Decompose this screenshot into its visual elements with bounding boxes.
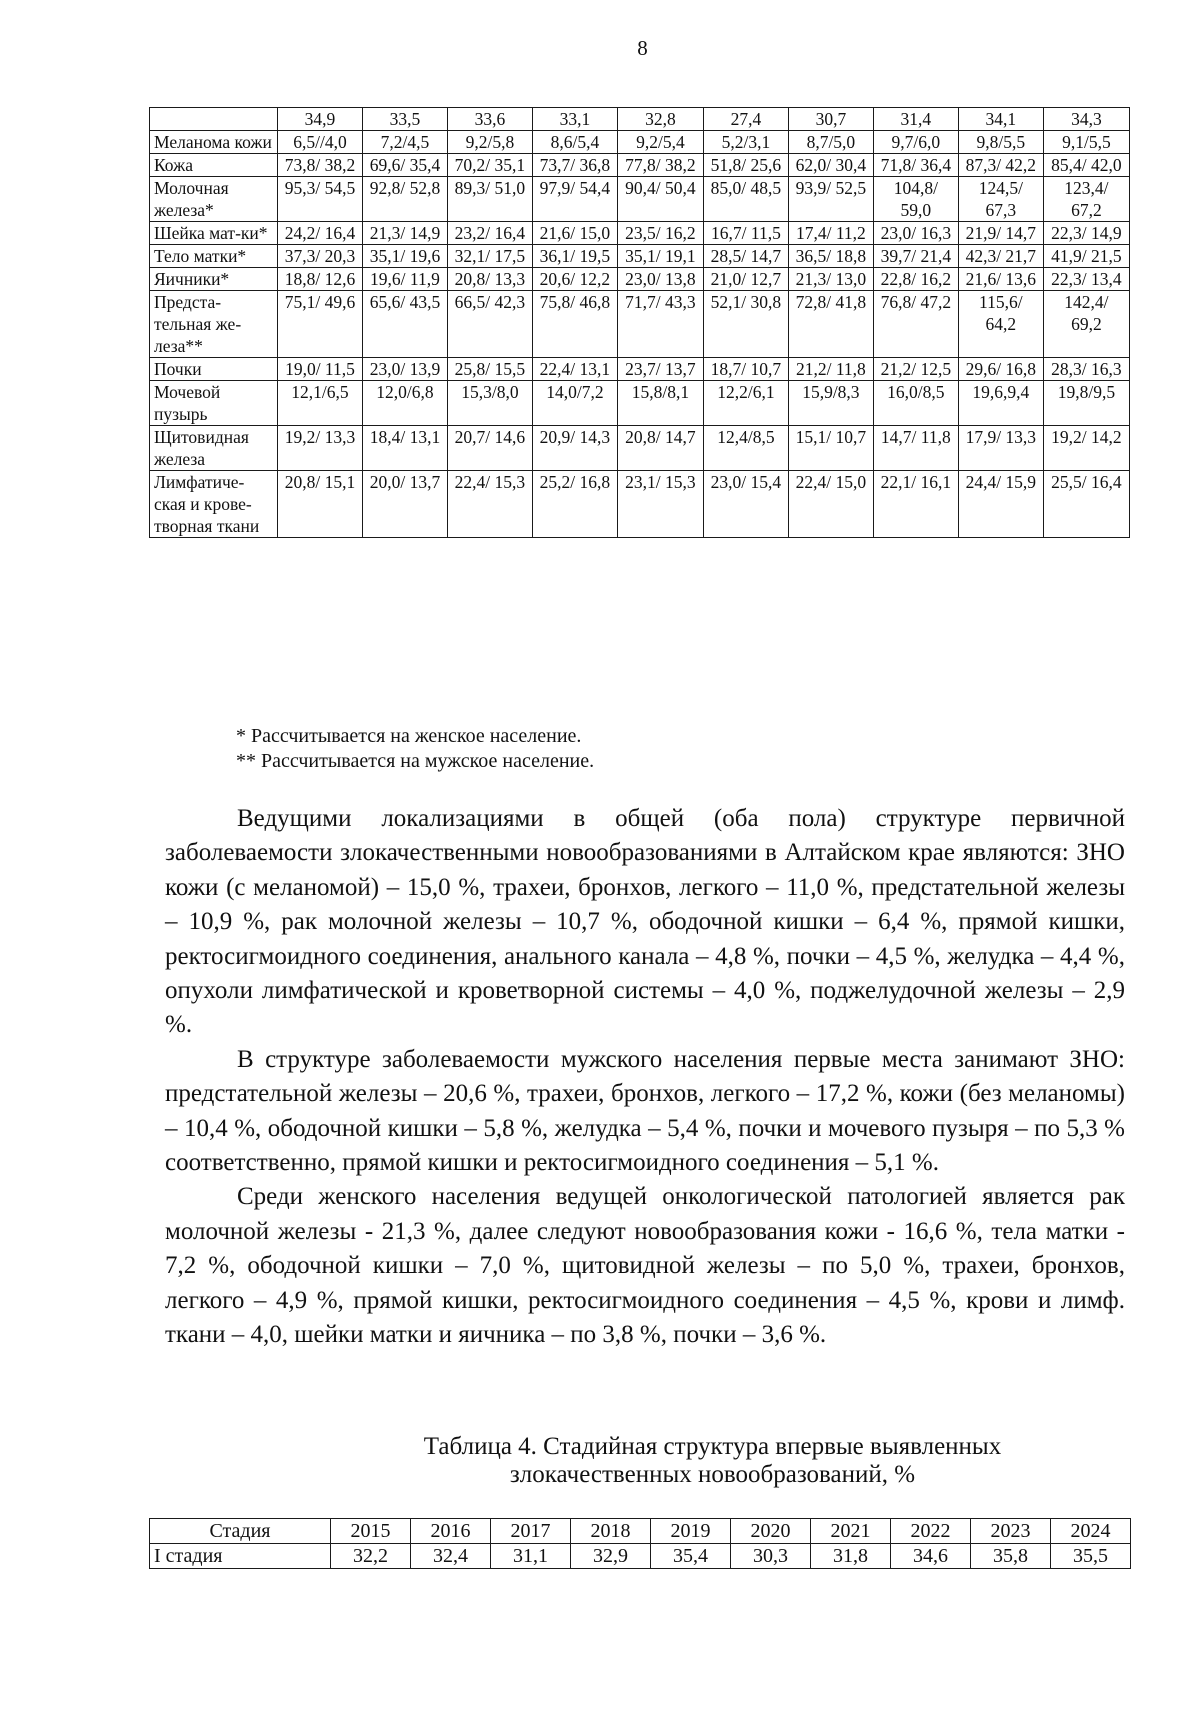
header-label: Стадия <box>150 1519 331 1544</box>
table-cell: 31,4 <box>873 108 958 131</box>
table-cell: 71,8/ 36,4 <box>873 154 958 177</box>
table-cell: 12,0/6,8 <box>362 381 447 426</box>
table-cell: 31,1 <box>491 1544 571 1569</box>
table-cell: 9,7/6,0 <box>873 131 958 154</box>
table-cell: 62,0/ 30,4 <box>788 154 873 177</box>
header-year: 2023 <box>971 1519 1051 1544</box>
table-cell: 85,4/ 42,0 <box>1043 154 1129 177</box>
paragraph-overall: Ведущими локализациями в общей (оба пола) структуре первичной заболеваемости злокачественными новообразованиями в Алтайском крае являются: ЗНО кожи (с меланомой) – 15,0 %, трахеи, бронхов, легкого – 11,0 %, предстательной железы – 10,9 %, рак молочной железы – 10,7 %, ободочной кишки – 6,4 %, прямой кишки, ректосигмоидного соединения, анального канала – 4,8 %, почки – 4,5 %, желудка – 4,4 %, опухоли лимфатической и кроветворной системы – 4,0 %, поджелудочной железы – 2,9 %. <box>165 805 1125 1039</box>
row-label: Тело матки* <box>150 245 278 268</box>
table-cell: 31,8 <box>811 1544 891 1569</box>
table-row <box>150 358 1130 381</box>
table-cell: 22,3/ 13,4 <box>1043 268 1129 291</box>
table-row <box>150 131 1130 154</box>
table4-caption-line2: злокачественных новообразований, % <box>509 1461 916 1488</box>
table-cell: 72,8/ 41,8 <box>788 291 873 358</box>
table-row <box>150 154 1130 177</box>
stage-table <box>149 1518 1131 1569</box>
table-cell: 12,1/6,5 <box>278 381 363 426</box>
table-cell: 28,5/ 14,7 <box>703 245 788 268</box>
table-cell: 21,9/ 14,7 <box>958 222 1043 245</box>
table-cell: 22,1/ 16,1 <box>873 471 958 538</box>
row-label: Мочевой пузырь <box>150 381 278 426</box>
table-cell: 36,1/ 19,5 <box>532 245 617 268</box>
row-label: Лимфатиче-ская и крове-творная ткани <box>150 471 278 538</box>
footnotes <box>236 724 594 774</box>
table-cell: 8,7/5,0 <box>788 131 873 154</box>
table-cell: 23,0/ 16,3 <box>873 222 958 245</box>
table-cell: 23,0/ 15,4 <box>703 471 788 538</box>
table-cell: 23,7/ 13,7 <box>617 358 703 381</box>
header-year: 2019 <box>651 1519 731 1544</box>
table-cell: 52,1/ 30,8 <box>703 291 788 358</box>
table-cell: 104,8/ 59,0 <box>873 177 958 222</box>
table-cell: 19,6/ 11,9 <box>362 268 447 291</box>
table-cell: 95,3/ 54,5 <box>278 177 363 222</box>
table-cell: 20,0/ 13,7 <box>362 471 447 538</box>
table-cell: 41,9/ 21,5 <box>1043 245 1129 268</box>
footnote-male: ** Рассчитывается на мужское население. <box>236 750 595 772</box>
table-cell: 19,8/9,5 <box>1043 381 1129 426</box>
table-cell: 51,8/ 25,6 <box>703 154 788 177</box>
table-cell: 32,1/ 17,5 <box>447 245 532 268</box>
table-cell: 22,4/ 15,3 <box>447 471 532 538</box>
header-year: 2021 <box>811 1519 891 1544</box>
row-label: Почки <box>150 358 278 381</box>
table-cell: 123,4/ 67,2 <box>1043 177 1129 222</box>
table-cell: 15,8/8,1 <box>617 381 703 426</box>
table-cell: 21,3/ 13,0 <box>788 268 873 291</box>
table-cell: 35,8 <box>971 1544 1051 1569</box>
table4-caption-line1: Таблица 4. Стадийная структура впервые выявленных <box>423 1433 1002 1460</box>
table-cell: 19,2/ 13,3 <box>278 426 363 471</box>
table-cell: 17,9/ 13,3 <box>958 426 1043 471</box>
table-cell: 20,7/ 14,6 <box>447 426 532 471</box>
table-cell: 93,9/ 52,5 <box>788 177 873 222</box>
table-cell: 20,8/ 15,1 <box>278 471 363 538</box>
table-cell: 23,2/ 16,4 <box>447 222 532 245</box>
table-cell: 75,8/ 46,8 <box>532 291 617 358</box>
table-cell: 34,6 <box>891 1544 971 1569</box>
table-cell: 89,3/ 51,0 <box>447 177 532 222</box>
table-cell: 12,4/8,5 <box>703 426 788 471</box>
table-cell: 21,6/ 13,6 <box>958 268 1043 291</box>
table-cell: 12,2/6,1 <box>703 381 788 426</box>
table-cell: 14,0/7,2 <box>532 381 617 426</box>
table-cell: 36,5/ 18,8 <box>788 245 873 268</box>
table-cell: 66,5/ 42,3 <box>447 291 532 358</box>
incidence-table <box>149 107 1130 538</box>
table-cell: 34,1 <box>958 108 1043 131</box>
table-row <box>150 222 1130 245</box>
table-cell: 71,7/ 43,3 <box>617 291 703 358</box>
header-year: 2024 <box>1051 1519 1131 1544</box>
table-cell: 20,8/ 13,3 <box>447 268 532 291</box>
table-cell: 7,2/4,5 <box>362 131 447 154</box>
table-cell: 8,6/5,4 <box>532 131 617 154</box>
table-cell: 32,2 <box>331 1544 411 1569</box>
table-cell: 22,4/ 13,1 <box>532 358 617 381</box>
table-cell: 19,0/ 11,5 <box>278 358 363 381</box>
table-cell: 27,4 <box>703 108 788 131</box>
table-cell: 6,5//4,0 <box>278 131 363 154</box>
header-year: 2015 <box>331 1519 411 1544</box>
table-cell: 33,6 <box>447 108 532 131</box>
table-cell: 20,6/ 12,2 <box>532 268 617 291</box>
table-cell: 22,3/ 14,9 <box>1043 222 1129 245</box>
header-row <box>150 1519 1131 1544</box>
table-row <box>150 245 1130 268</box>
table-cell: 24,2/ 16,4 <box>278 222 363 245</box>
row-label: Яичники* <box>150 268 278 291</box>
table-cell: 23,0/ 13,8 <box>617 268 703 291</box>
table-cell: 75,1/ 49,6 <box>278 291 363 358</box>
table-cell: 21,6/ 15,0 <box>532 222 617 245</box>
table-cell: 18,8/ 12,6 <box>278 268 363 291</box>
table-cell: 35,1/ 19,1 <box>617 245 703 268</box>
table-cell: 22,8/ 16,2 <box>873 268 958 291</box>
table-row <box>150 426 1130 471</box>
table-cell: 34,3 <box>1043 108 1129 131</box>
table-cell: 25,5/ 16,4 <box>1043 471 1129 538</box>
table-cell: 16,0/8,5 <box>873 381 958 426</box>
table-cell: 23,0/ 13,9 <box>362 358 447 381</box>
table-cell: 77,8/ 38,2 <box>617 154 703 177</box>
table-cell: 18,4/ 13,1 <box>362 426 447 471</box>
row-label: I стадия <box>150 1544 331 1569</box>
table-cell: 35,1/ 19,6 <box>362 245 447 268</box>
table-cell: 24,4/ 15,9 <box>958 471 1043 538</box>
table-cell: 28,3/ 16,3 <box>1043 358 1129 381</box>
row-label: Шейка мат-ки* <box>150 222 278 245</box>
table-cell: 87,3/ 42,2 <box>958 154 1043 177</box>
table-cell: 39,7/ 21,4 <box>873 245 958 268</box>
table-cell: 15,3/8,0 <box>447 381 532 426</box>
page-number: 8 <box>637 36 648 60</box>
table-row <box>150 108 1130 131</box>
table-row <box>150 291 1130 358</box>
paragraph-male: В структуре заболеваемости мужского населения первые места занимают ЗНО: предстательной железы – 20,6 %, трахеи, бронхов, легкого – 17,2 %, кожи (без меланомы) – 10,4 %, ободочной кишки – 5,8 %, желудка – 5,4 %, почки и мочевого пузыря – по 5,3 % соответственно, прямой кишки и ректосигмоидного соединения – 5,1 %. <box>165 1045 1125 1177</box>
table-cell: 21,3/ 14,9 <box>362 222 447 245</box>
paragraph-female: Среди женского населения ведущей онкологической патологией является рак молочной железы - 21,3 %, далее следуют новообразования кожи - 16,6 %, тела матки - 7,2 %, ободочной кишки – 7,0 %, щитовидной железы – по 5,0 %, трахеи, бронхов, легкого – 4,9 %, прямой кишки, ректосигмоидного соединения – 4,5 %, крови и лимф. ткани – 4,0, шейки матки и яичника – по 3,8 %, почки – 3,6 %. <box>165 1183 1125 1349</box>
table-cell: 73,7/ 36,8 <box>532 154 617 177</box>
table-cell: 33,5 <box>362 108 447 131</box>
table-cell: 19,6,9,4 <box>958 381 1043 426</box>
table-cell: 21,2/ 12,5 <box>873 358 958 381</box>
header-year: 2020 <box>731 1519 811 1544</box>
table-cell: 5,2/3,1 <box>703 131 788 154</box>
table-cell: 30,7 <box>788 108 873 131</box>
header-year: 2018 <box>571 1519 651 1544</box>
table4-caption <box>150 1433 1200 1489</box>
table-cell: 9,2/5,8 <box>447 131 532 154</box>
table-cell: 22,4/ 15,0 <box>788 471 873 538</box>
table-cell: 30,3 <box>731 1544 811 1569</box>
table-cell: 33,1 <box>532 108 617 131</box>
table-cell: 15,1/ 10,7 <box>788 426 873 471</box>
table-cell: 124,5/ 67,3 <box>958 177 1043 222</box>
table-cell: 17,4/ 11,2 <box>788 222 873 245</box>
table-row <box>150 177 1130 222</box>
table-cell: 18,7/ 10,7 <box>703 358 788 381</box>
table-cell: 34,9 <box>278 108 363 131</box>
table-cell: 97,9/ 54,4 <box>532 177 617 222</box>
table-cell: 35,4 <box>651 1544 731 1569</box>
header-year: 2016 <box>411 1519 491 1544</box>
table-cell: 42,3/ 21,7 <box>958 245 1043 268</box>
table-row <box>150 471 1130 538</box>
table-cell: 25,8/ 15,5 <box>447 358 532 381</box>
body-text <box>165 802 1125 1353</box>
table-cell: 32,9 <box>571 1544 651 1569</box>
table-cell: 23,1/ 15,3 <box>617 471 703 538</box>
table-cell: 90,4/ 50,4 <box>617 177 703 222</box>
table-cell: 142,4/ 69,2 <box>1043 291 1129 358</box>
table-cell: 32,8 <box>617 108 703 131</box>
table-cell: 76,8/ 47,2 <box>873 291 958 358</box>
table-cell: 14,7/ 11,8 <box>873 426 958 471</box>
footnote-female: * Рассчитывается на женское население. <box>236 725 582 747</box>
table-cell: 35,5 <box>1051 1544 1131 1569</box>
table-cell: 9,1/5,5 <box>1043 131 1129 154</box>
header-year: 2017 <box>491 1519 571 1544</box>
table-cell: 65,6/ 43,5 <box>362 291 447 358</box>
row-label: Молочная железа* <box>150 177 278 222</box>
table-cell: 69,6/ 35,4 <box>362 154 447 177</box>
table-row <box>150 1544 1131 1569</box>
table-cell: 20,9/ 14,3 <box>532 426 617 471</box>
table-cell: 92,8/ 52,8 <box>362 177 447 222</box>
header-year: 2022 <box>891 1519 971 1544</box>
table-cell: 9,8/5,5 <box>958 131 1043 154</box>
table-cell: 21,2/ 11,8 <box>788 358 873 381</box>
table-cell: 19,2/ 14,2 <box>1043 426 1129 471</box>
table-cell: 73,8/ 38,2 <box>278 154 363 177</box>
table-row <box>150 381 1130 426</box>
row-label: Предста-тельная же-леза** <box>150 291 278 358</box>
table-cell: 70,2/ 35,1 <box>447 154 532 177</box>
table-cell: 85,0/ 48,5 <box>703 177 788 222</box>
row-label: Меланома кожи <box>150 131 278 154</box>
table-cell: 16,7/ 11,5 <box>703 222 788 245</box>
row-label: Щитовидная железа <box>150 426 278 471</box>
table-row <box>150 268 1130 291</box>
table-cell: 115,6/ 64,2 <box>958 291 1043 358</box>
table-cell: 9,2/5,4 <box>617 131 703 154</box>
table-cell: 29,6/ 16,8 <box>958 358 1043 381</box>
table-cell: 20,8/ 14,7 <box>617 426 703 471</box>
table-cell: 32,4 <box>411 1544 491 1569</box>
table-cell: 25,2/ 16,8 <box>532 471 617 538</box>
table-cell: 23,5/ 16,2 <box>617 222 703 245</box>
table-cell: 21,0/ 12,7 <box>703 268 788 291</box>
row-label: Кожа <box>150 154 278 177</box>
table-cell: 15,9/8,3 <box>788 381 873 426</box>
row-label <box>150 108 278 131</box>
table-cell: 37,3/ 20,3 <box>278 245 363 268</box>
